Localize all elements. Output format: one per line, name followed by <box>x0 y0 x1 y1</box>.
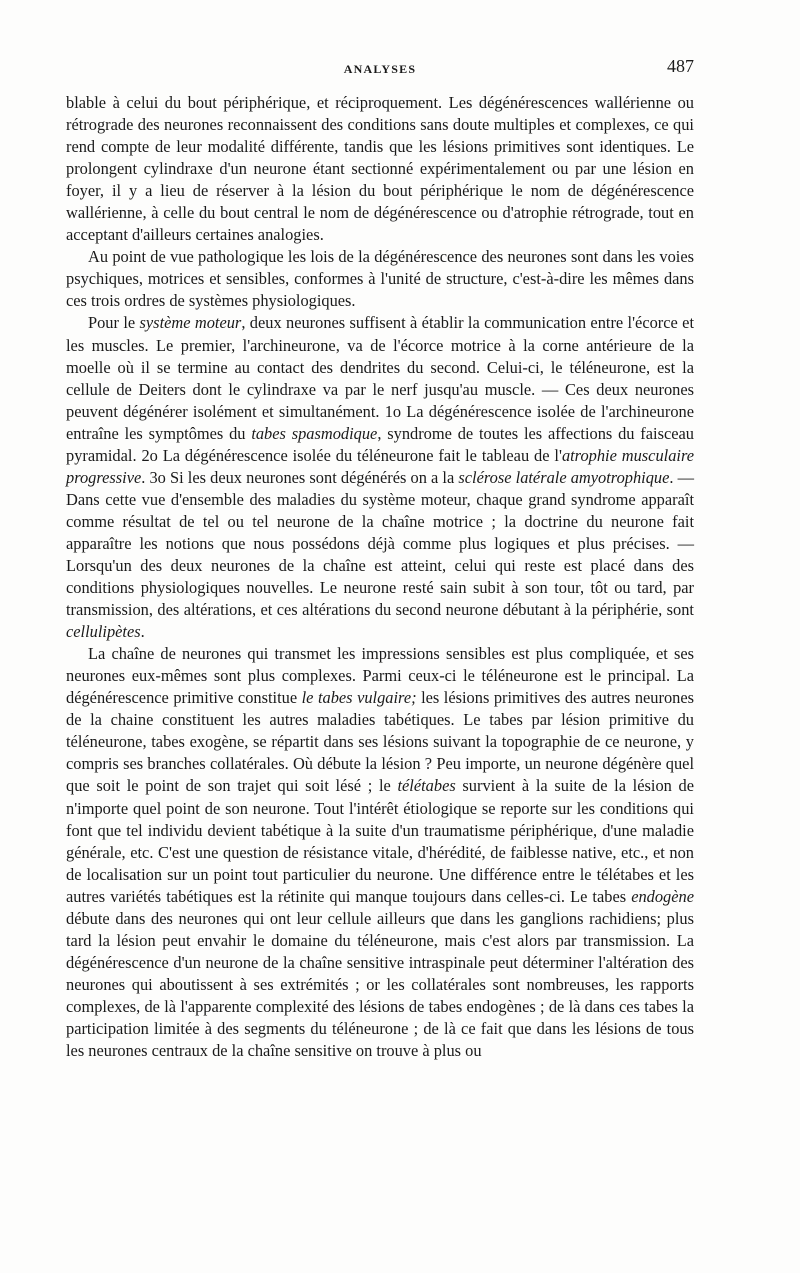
paragraph-1 <box>66 92 694 246</box>
italic-term: le tabes vulgaire; <box>301 688 417 708</box>
italic-term: sclérose latérale amyotrophique <box>458 467 670 487</box>
text-run: blable à celui du bout périphérique, et réciproquement. Les dégénérescences wallérienne ou rétrograde des neurones reconnaissent des conditions sans doute multiples et complexes, ce qui rend compte de leur modalité différente, tandis que les lésions primitives sont identiques. Le prolongent cylindraxe d'un neurone étant sectionné expérimentalement ou par une lésion en foyer, il y a lieu de réserver à la lésion du bout périphérique le nom de dégénérescence wallérienne, à celle du bout central le nom de dégénérescence ou d'atrophie rétrograde, tout en acceptant d'ailleurs certaines analogies. <box>66 93 694 245</box>
running-title: ANALYSES <box>343 62 417 76</box>
paragraph-3 <box>66 312 694 643</box>
text-run: survient à la suite de la lésion de n'importe quel point de son neurone. Tout l'intérêt étiologique se reporte sur les conditions qui font que tel individu devient tabétique à la suite d'un traumatisme périphérique, d'une maladie générale, etc. C'est une question de résistance vitale, d'hérédité, de faiblesse native, etc., et non de localisation sur un point tout particulier du neurone. Une différence entre le télétabes et les autres variétés tabétiques est la rétinite qui manque toujours dans celles-ci. Le tabes <box>66 776 694 906</box>
text-run: , syndrome de toutes les affections du faisceau pyramidal. 2o La dégénérescence isolée du téléneurone fait le tableau de l' <box>66 423 694 465</box>
body-text <box>66 92 694 1062</box>
text-run: . 3o Si les deux neurones sont dégénérés on a la <box>141 467 459 487</box>
text-run: débute dans des neurones qui ont leur cellule ailleurs que dans les ganglions rachidiens; plus tard la lésion peut envahir le domaine du téléneurone, mais c'est alors par transmission. La dégénérescence d'un neurone de la chaîne sensitive intraspinale peut déterminer l'altération des neurones qui aboutissent à ses extrémités ; or les collatérales sont nombreuses, les rapports complexes, de là l'apparente complexité des lésions de tabes endogènes ; de là dans ces tabes la participation limitée à des segments du téléneurone ; de là ce fait que dans les lésions de tous les neurones centraux de la chaîne sensitive on trouve à plus ou <box>66 908 694 1061</box>
italic-term: cellulipètes <box>66 622 141 642</box>
italic-term: atrophie musculaire progressive <box>66 445 694 487</box>
italic-term: tabes spasmodique <box>251 423 378 443</box>
italic-term: télétabes <box>397 776 456 796</box>
page-header <box>66 56 694 80</box>
page-number: 487 <box>667 56 694 76</box>
text-run: les lésions primitives des autres neurones de la chaine constituent les autres maladies tabétiques. Le tabes par lésion primitive du téléneurone, tabes exogène, se répartit dans ses lésions suivant la topographie de ce neurone, y compris ses branches collatérales. Où débute la lésion ? Peu importe, un neurone dégénère quel que soit le point de son trajet qui soit lésé ; le <box>66 688 694 796</box>
text-run: . — Dans cette vue d'ensemble des maladies du système moteur, chaque grand syndrome apparaît comme résultat de tel ou tel neurone de la chaîne motrice ; la doctrine du neurone fait apparaître les notions que nous possédons déjà comme plus logiques et plus précises. — Lorsqu'un des deux neurones de la chaîne est atteint, celui qui reste est placé dans des conditions physiologiques nouvelles. Le neurone resté sain subit à son tour, tôt ou tard, par transmission, des altérations, et ces altérations du second neurone débutant à la périphérie, sont <box>66 467 694 620</box>
text-run: . <box>140 622 145 642</box>
text-run: La chaîne de neurones qui transmet les impressions sensibles est plus compliquée, et ses neurones eux-mêmes sont plus complexes. Parmi ceux-ci le téléneurone est le principal. La dégénérescence primitive constitue <box>66 644 694 708</box>
italic-term: endogène <box>631 886 694 906</box>
paragraph-4 <box>66 643 694 1062</box>
text-run: Pour le <box>88 313 140 333</box>
italic-term: système moteur <box>139 313 242 333</box>
paragraph-2 <box>66 246 694 312</box>
text-run: Au point de vue pathologique les lois de la dégénérescence des neurones sont dans les voies psychiques, motrices et sensibles, conformes à l'unité de structure, c'est-à-dire les mêmes dans ces trois ordres de systèmes physiologiques. <box>66 247 694 311</box>
text-run: , deux neurones suffisent à établir la communication entre l'écorce et les muscles. Le premier, l'archineurone, va de l'écorce motrice à la corne antérieure de la moelle où il se termine au contact des dendrites du second. Celui-ci, le téléneurone, est la cellule de Deiters dont le cylindraxe va par le nerf jusqu'au muscle. — Ces deux neurones peuvent dégénérer isolément et simultanément. 1o La dégénérescence isolée de l'archineurone entraîne les symptômes du <box>66 313 694 443</box>
